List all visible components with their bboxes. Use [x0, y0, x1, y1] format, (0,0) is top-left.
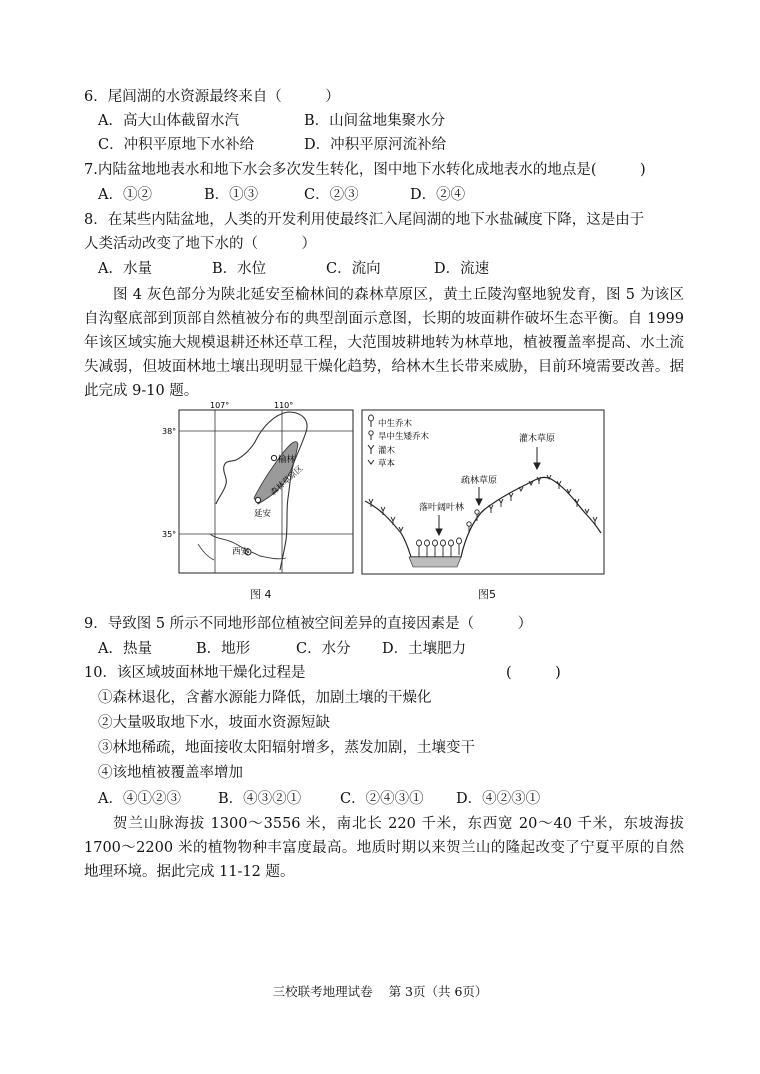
q8-option-c: C．流向: [326, 261, 381, 277]
q10-item-2: ②大量吸取地下水，坡面水资源短缺: [98, 715, 330, 731]
q9-option-b: B．地形: [196, 641, 251, 657]
q10-option-b: B．④③②①: [218, 791, 302, 807]
footer-page-number: 第 3页（共 6页）: [388, 984, 488, 999]
label-shrub-grassland: 灌木草原: [519, 434, 556, 444]
legend-small-tree-label: 旱中生矮乔木: [378, 432, 430, 442]
q8-option-a: A．水量: [98, 261, 152, 277]
legend-grass-label: 草本: [378, 459, 396, 469]
q7-option-b: B．①③: [204, 187, 259, 203]
q9-stem: 9．导致图 5 所示不同地形部位植被空间差异的直接因素是（ ）: [84, 616, 533, 632]
q10-answer-bracket: ( ): [506, 665, 561, 681]
q6-option-a: A．高大山体截留水汽: [98, 113, 239, 129]
q10-option-c: C．②④③①: [340, 791, 424, 807]
q8-option-d: D．流速: [434, 261, 490, 277]
q9-option-c: C．水分: [296, 641, 351, 657]
lon-107-label: 107°: [210, 401, 230, 410]
q7-stem: 7.内陆盆地地表水和地下水会多次发生转化，图中地下水转化成地表水的地点是( ): [84, 162, 646, 178]
q6-option-d: D．冲积平原河流补给: [304, 137, 447, 153]
figure-4-caption: 图 4: [250, 588, 272, 601]
q8-stem-line1: 8．在某些内陆盆地，人类的开发利用使最终汇入尾闾湖的地下水盐碱度下降，这是由于: [84, 212, 645, 228]
q7-option-d: D．②④: [410, 187, 466, 203]
city-xian-label: 西安: [232, 547, 250, 557]
q10-option-a: A．④①②③: [98, 791, 181, 807]
city-yulin-label: 榆林: [278, 455, 296, 465]
q10-item-4: ④该地植被覆盖率增加: [98, 765, 243, 781]
label-sparse-woodland: 疏林草原: [461, 476, 498, 486]
q6-option-c: C．冲积平原地下水补给: [98, 137, 255, 153]
q10-stem: 10．该区域坡面林地干燥化过程是: [84, 665, 306, 681]
q6-stem: 6．尾闾湖的水资源最终来自（ ）: [84, 89, 340, 105]
city-yanan-label: 延安: [254, 509, 272, 519]
q6-option-b: B．山间盆地集聚水分: [304, 113, 446, 129]
figure-5-caption: 图5: [478, 588, 496, 601]
label-deciduous-forest: 落叶阔叶林: [419, 503, 465, 513]
q10-option-d: D．④②③①: [456, 791, 541, 807]
forest-steppe-region-label: 森林草原区: [268, 463, 305, 498]
q9-option-a: A．热量: [98, 641, 152, 657]
lat-38-label: 38°: [162, 427, 177, 436]
lat-35-label: 35°: [162, 530, 177, 539]
q9-option-d: D．土壤肥力: [382, 641, 467, 657]
passage-11-12: 贺兰山脉海拔 1300～3556 米，南北长 220 千米，东西宽 20～40 千米，东坡海拔 1700～2200 米的植物物种丰富度最高。地质时期以来贺兰山的隆起改变了宁夏平原的自然地理环境。据此完成 11-12 题。: [84, 816, 684, 880]
legend-shrub-label: 灌木: [378, 446, 396, 456]
lon-110-label: 110°: [274, 401, 294, 410]
q10-item-3: ③林地稀疏，地面接收太阳辐射增多，蒸发加剧，土壤变干: [98, 740, 475, 756]
q10-item-1: ①森林退化，含蓄水源能力降低，加剧土壤的干燥化: [98, 690, 432, 706]
page-footer: [0, 982, 760, 1000]
q7-option-c: C．②③: [304, 187, 359, 203]
passage-9-10: 图 4 灰色部分为陕北延安至榆林间的森林草原区，黄土丘陵沟壑地貌发育，图 5 为该区自沟壑底部到顶部自然植被分布的典型剖面示意图，长期的坡面耕作破坏生态平衡。自 1999 年该区域实施大规模退耕还林还草工程，大范围坡耕地转为林草地，植被覆盖率提高、水土流失减弱，但坡面林地土壤出现明显干燥化趋势，给林木生长带来威胁，目前环境需要改善。据此完成 9-10 题。: [84, 287, 684, 399]
figure-5-profile: [361, 409, 605, 575]
legend-tree-label: 中生乔木: [378, 419, 413, 429]
q8-option-b: B．水位: [212, 261, 267, 277]
q7-option-a: A．①②: [98, 187, 152, 203]
q8-stem-line2: 人类活动改变了地下水的（ ）: [84, 236, 316, 252]
footer-exam-title: 三校联考地理试卷: [272, 984, 373, 999]
figure-4-map: [162, 400, 354, 574]
